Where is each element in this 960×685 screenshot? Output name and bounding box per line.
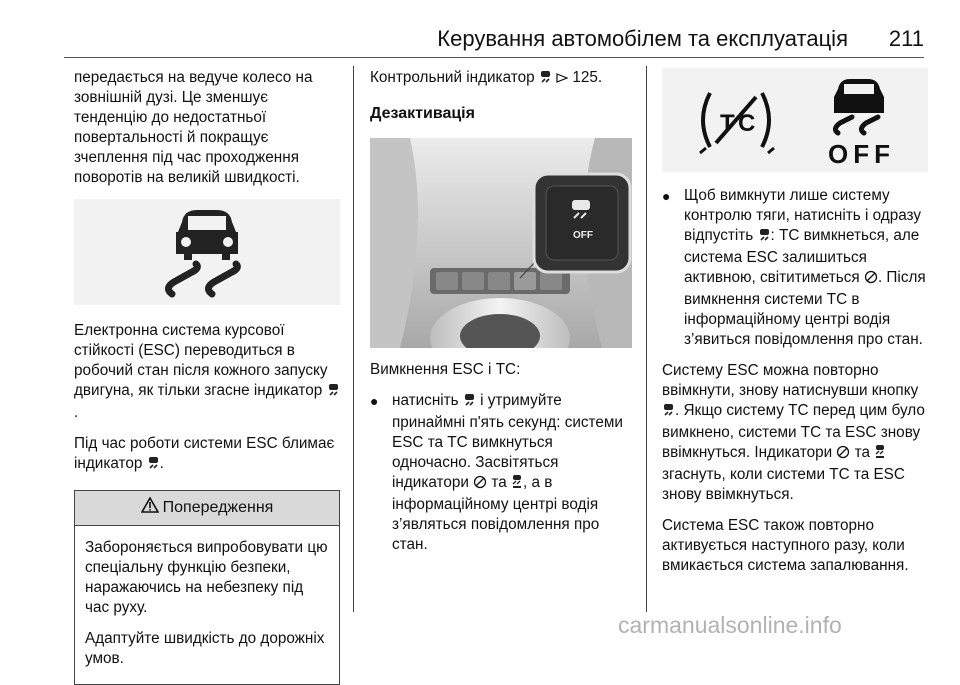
column-divider-1 (353, 66, 354, 612)
svg-text:T: T (720, 110, 735, 137)
paragraph: Під час роботи системи ESC блимає індикатор . (74, 434, 340, 476)
column-divider-2 (646, 66, 647, 612)
esc-indicator-icon (539, 70, 552, 90)
paragraph: Контрольний індикатор 125. (370, 68, 634, 90)
page-title: Керування автомобілем та експлуатація (437, 26, 848, 51)
watermark: carmanualsonline.info (618, 612, 842, 638)
bullet-icon: ● (370, 393, 379, 409)
esc-symbol-image (74, 199, 340, 305)
paragraph: Адаптуйте швидкість до дорожніх умов. (85, 630, 325, 667)
tc-off-indicator-icon (864, 270, 878, 290)
tc-esc-off-symbols-image (662, 68, 928, 172)
esc-indicator-icon (147, 456, 160, 476)
page-reference-arrow-icon (556, 70, 568, 90)
esc-off-indicator-icon (511, 475, 523, 495)
console-button-photo (370, 138, 632, 348)
column-1 (74, 68, 340, 685)
paragraph: Забороняється випробовувати цю спеціальну функцію безпеки, наражаючись на небезпеку під час руху. (85, 539, 328, 616)
esc-off-text: OFF (828, 139, 890, 165)
warning-triangle-icon (141, 497, 159, 519)
esc-off-button-label: OFF (573, 230, 593, 241)
esc-off-symbol-icon (824, 75, 894, 165)
paragraph: Система ESC також повторно активується наступного разу, коли вмикається система запалювання. (662, 517, 909, 574)
page-header (0, 0, 960, 58)
list-item: ● Щоб вимкнути лише систему контролю тяги, натисніть і одразу відпустіть : TC вимкнеться, але система ESC залишиться активною, світитиметься . Після вимкнення системи TC в інформаційному центрі водія з’явиться повідомлення про стан. (662, 187, 926, 348)
esc-button-icon (463, 393, 476, 413)
column-2 (370, 68, 634, 566)
esc-button-icon (758, 228, 771, 248)
list-item: ● натисніть і утримуйте принаймні п'ять секунд: системи ESC та TC вимкнуться одночасно. Засвітяться індикатори та , а в інформаційному центрі водія з’являться повідомлення про стан. (370, 392, 623, 553)
esc-button-icon (662, 403, 675, 423)
tc-off-indicator-icon (836, 445, 850, 465)
esc-car-skid-icon (152, 202, 262, 302)
column-3 (662, 68, 928, 587)
image-caption: Вимкнення ESC і TC: (370, 361, 521, 378)
paragraph: Систему ESC можна повторно ввімкнути, знову натиснувши кнопку . Якщо систему TC перед цим було вимкнено, системи TC та ESC знову ввімкнуться. Індикатори та згаснуть, коли системи TC та ESC знову ввімкнуться. (662, 362, 925, 503)
warning-title: Попередження (162, 499, 274, 516)
tc-off-symbol-icon (696, 85, 776, 155)
bullet-icon: ● (662, 188, 671, 204)
page-number: 211 (888, 26, 924, 51)
section-heading: Дезактивація (370, 105, 475, 122)
paragraph: передається на ведуче колесо на зовнішній дузі. Це зменшує тенденцію до недостатньої повертальності й покращує зчеплення під час проходження поворотів на великій швидкості. (74, 69, 313, 186)
warning-body (75, 526, 339, 684)
paragraph: Електронна система курсової стійкості (ESC) переводиться в робочий стан після кожного запуску двигуна, як тільки згасне індикатор . (74, 321, 340, 423)
warning-header (75, 491, 339, 526)
svg-text:C: C (738, 110, 756, 137)
warning-box (74, 490, 340, 685)
esc-indicator-icon (327, 383, 340, 403)
header-divider (64, 57, 924, 58)
esc-off-indicator-icon (874, 445, 886, 465)
tc-off-indicator-icon (473, 475, 487, 495)
